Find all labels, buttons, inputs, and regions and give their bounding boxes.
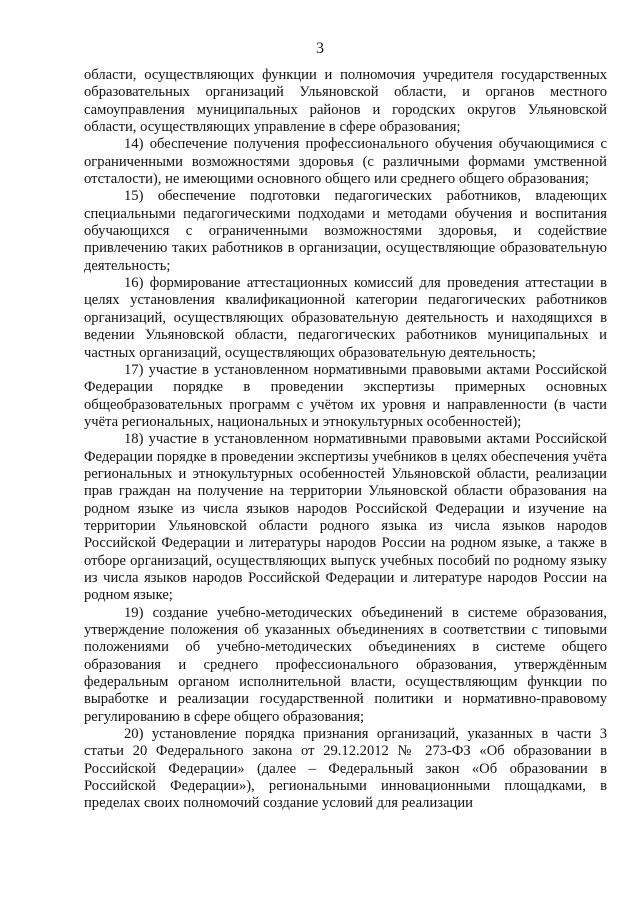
page-number: 3: [316, 40, 324, 57]
paragraph-item-17: 17) участие в установленном нормативными правовыми актами Российской Федерации порядке в проведении экспертизы примерных основных общеобразовательных программ с учётом их уровня и направленности (в части учёта региональных, национальных и этнокультурных особенностей);: [84, 361, 607, 430]
paragraph-item-14: 14) обеспечение получения профессионального обучения обучающимися с ограниченными возможностями здоровья (с различными формами умственной отсталости), не имеющими основного общего или среднего общего образования;: [84, 136, 607, 188]
paragraph-item-18: 18) участие в установленном нормативными правовыми актами Российской Федерации порядке в проведении экспертизы учебников в целях обеспечения учёта региональных и этнокультурных особенностей Ульяновской области, реализации прав граждан на получение на территории Ульяновской области образования на родном языке из числа языков народов Российской Федерации и изучение на территории Ульяновской области родного языка из числа языков народов Российской Федерации и литературы народов России на родном языке, а также в отборе организаций, осуществляющих выпуск учебных пособий по родному языку из числа языков народов Российской Федерации и литературе народов России на родном языке;: [84, 431, 607, 604]
paragraph-item-15: 15) обеспечение подготовки педагогических работников, владеющих специальными педагогическими подходами и методами обучения и воспитания обучающихся с ограниченными возможностями здоровья, и содействие привлечению таких работников в организации, осуществляющие образовательную деятельность;: [84, 188, 607, 274]
paragraph-continuation: области, осуществляющих функции и полномочия учредителя государственных образовательных организаций Ульяновской области, и органов местного самоуправления муниципальных районов и городских округов Ульяновской области, осуществляющих управление в сфере образования;: [84, 67, 607, 136]
paragraph-item-16: 16) формирование аттестационных комиссий для проведения аттестации в целях установления квалификационной категории педагогических работников организаций, осуществляющих образовательную деятельность и находящихся в ведении Ульяновской области, педагогических работников муниципальных и частных организаций, осуществляющих образовательную деятельность;: [84, 275, 607, 361]
paragraph-item-20: 20) установление порядка признания организаций, указанных в части 3 статьи 20 Федерального закона от 29.12.2012 № 273-ФЗ «Об образовании в Российской Федерации» (далее – Федеральный закон «Об образовании в Российской Федерации»), региональными инновационными площадками, в пределах своих полномочий создание условий для реализации: [84, 726, 607, 812]
paragraph-item-19: 19) создание учебно-методических объединений в системе образования, утверждение положения об указанных объединениях в соответствии с типовыми положениями об учебно-методических объединениях в системе общего образования и среднего профессионального образования, утверждённым федеральным органом исполнительной власти, осуществляющим функции по выработке и реализации государственной политики и нормативно-правовому регулированию в сфере общего образования;: [84, 604, 607, 725]
document-body: [84, 67, 607, 813]
